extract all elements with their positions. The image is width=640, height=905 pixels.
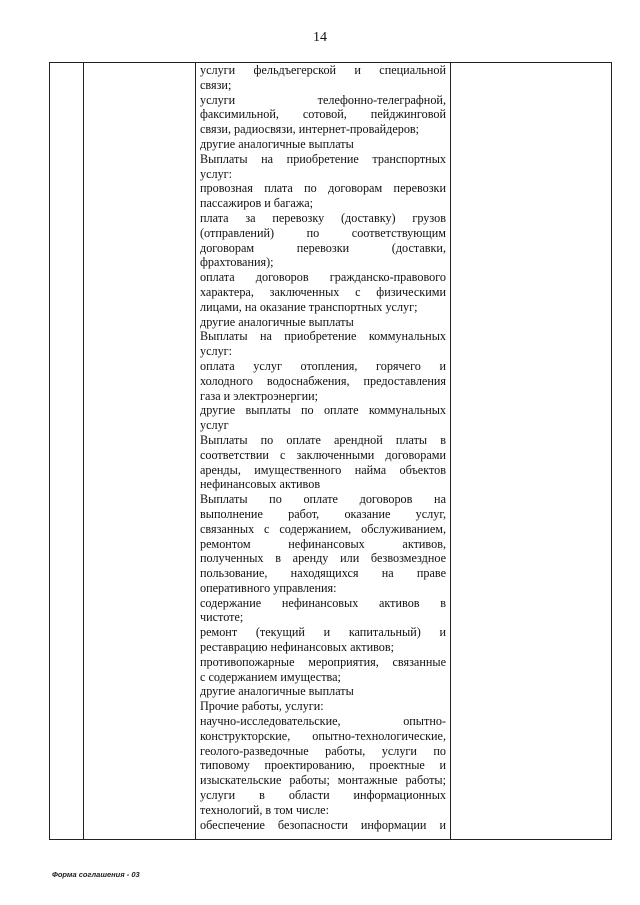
- text-line: услуг:: [200, 344, 233, 359]
- description-column: [197, 63, 448, 839]
- text-line: газа и электроэнергии;: [200, 388, 319, 403]
- text-line: услуги фельдъегерской и специальной: [200, 63, 446, 77]
- text-line: полученных в аренду или безвозмездное: [200, 551, 446, 566]
- text-line: другие аналогичные выплаты: [200, 314, 354, 329]
- text-line: изыскательские работы; монтажные работы;: [200, 773, 446, 788]
- text-line: оплата услуг отопления, горячего и: [200, 358, 446, 373]
- page-number: 14: [313, 30, 327, 45]
- text-line: договорам перевозки (доставки,: [200, 240, 446, 255]
- text-line: Прочие работы, услуги:: [200, 699, 324, 714]
- text-line: другие аналогичные выплаты: [200, 136, 354, 151]
- text-line: оперативного управления:: [200, 580, 337, 595]
- text-line: противопожарные мероприятия, связанные: [200, 654, 446, 669]
- text-line: конструкторские, опытно-технологические,: [200, 728, 446, 743]
- text-line: другие аналогичные выплаты: [200, 684, 354, 699]
- text-line: связи, радиосвязи, интернет-провайдеров;: [200, 122, 420, 137]
- text-line: плата за перевозку (доставку) грузов: [200, 210, 446, 225]
- column-divider-1: [83, 63, 84, 839]
- text-line: услуг: [200, 418, 229, 433]
- text-line: факсимильной, сотовой, пейджинговой: [200, 107, 446, 122]
- text-line: чистоте;: [200, 610, 244, 625]
- text-line: содержание нефинансовых активов в: [200, 595, 446, 610]
- text-line: связи;: [200, 77, 232, 92]
- text-line: фрахтования);: [200, 255, 274, 270]
- text-line: характера, заключенных с физическими: [200, 284, 446, 299]
- text-line: оплата договоров гражданско-правового: [200, 270, 446, 285]
- text-line: холодного водоснабжения, предоставления: [200, 373, 446, 388]
- text-line: связанных с содержанием, обслуживанием,: [200, 521, 446, 536]
- column-divider-3: [450, 63, 451, 839]
- column-divider-2: [195, 63, 196, 839]
- text-line: нефинансовых активов: [200, 477, 321, 492]
- text-line: лицами, на оказание транспортных услуг;: [200, 299, 418, 314]
- text-line: геолого-разведочные работы, услуги по: [200, 743, 446, 758]
- text-line: соответствии с заключенными договорами: [200, 447, 446, 462]
- text-line: провозная плата по договорам перевозки: [200, 181, 446, 196]
- text-line: выполнение работ, оказание услуг,: [200, 506, 446, 521]
- text-line: Выплаты по оплате договоров на: [200, 492, 446, 507]
- text-line: технологий, в том числе:: [200, 802, 329, 817]
- text-line: ремонт (текущий и капитальный) и: [200, 625, 446, 640]
- text-line: Выплаты на приобретение коммунальных: [200, 329, 446, 344]
- text-line: услуг:: [200, 166, 233, 181]
- text-line: Выплаты на приобретение транспортных: [200, 151, 446, 166]
- text-line: услуги телефонно-телеграфной,: [200, 92, 446, 107]
- text-line: (отправлений) по соответствующим: [200, 225, 446, 240]
- text-line: с содержанием имущества;: [200, 669, 341, 684]
- text-line: другие выплаты по оплате коммунальных: [200, 403, 446, 418]
- text-line: аренды, имущественного найма объектов: [200, 462, 446, 477]
- form-footer: Форма соглашения - 03: [52, 870, 140, 879]
- text-line: ремонтом нефинансовых активов,: [200, 536, 446, 551]
- text-line: обеспечение безопасности информации и: [200, 817, 446, 832]
- text-line: реставрацию нефинансовых активов;: [200, 640, 395, 655]
- text-line: пассажиров и багажа;: [200, 196, 314, 211]
- text-line: типовому проектированию, проектные и: [200, 758, 446, 773]
- text-line: научно-исследовательские, опытно-: [200, 714, 446, 729]
- table-frame: [49, 62, 612, 840]
- text-line: пользование, находящихся на праве: [200, 566, 446, 581]
- text-line: услуги в области информационных: [200, 788, 446, 803]
- text-line: Выплаты по оплате арендной платы в: [200, 432, 446, 447]
